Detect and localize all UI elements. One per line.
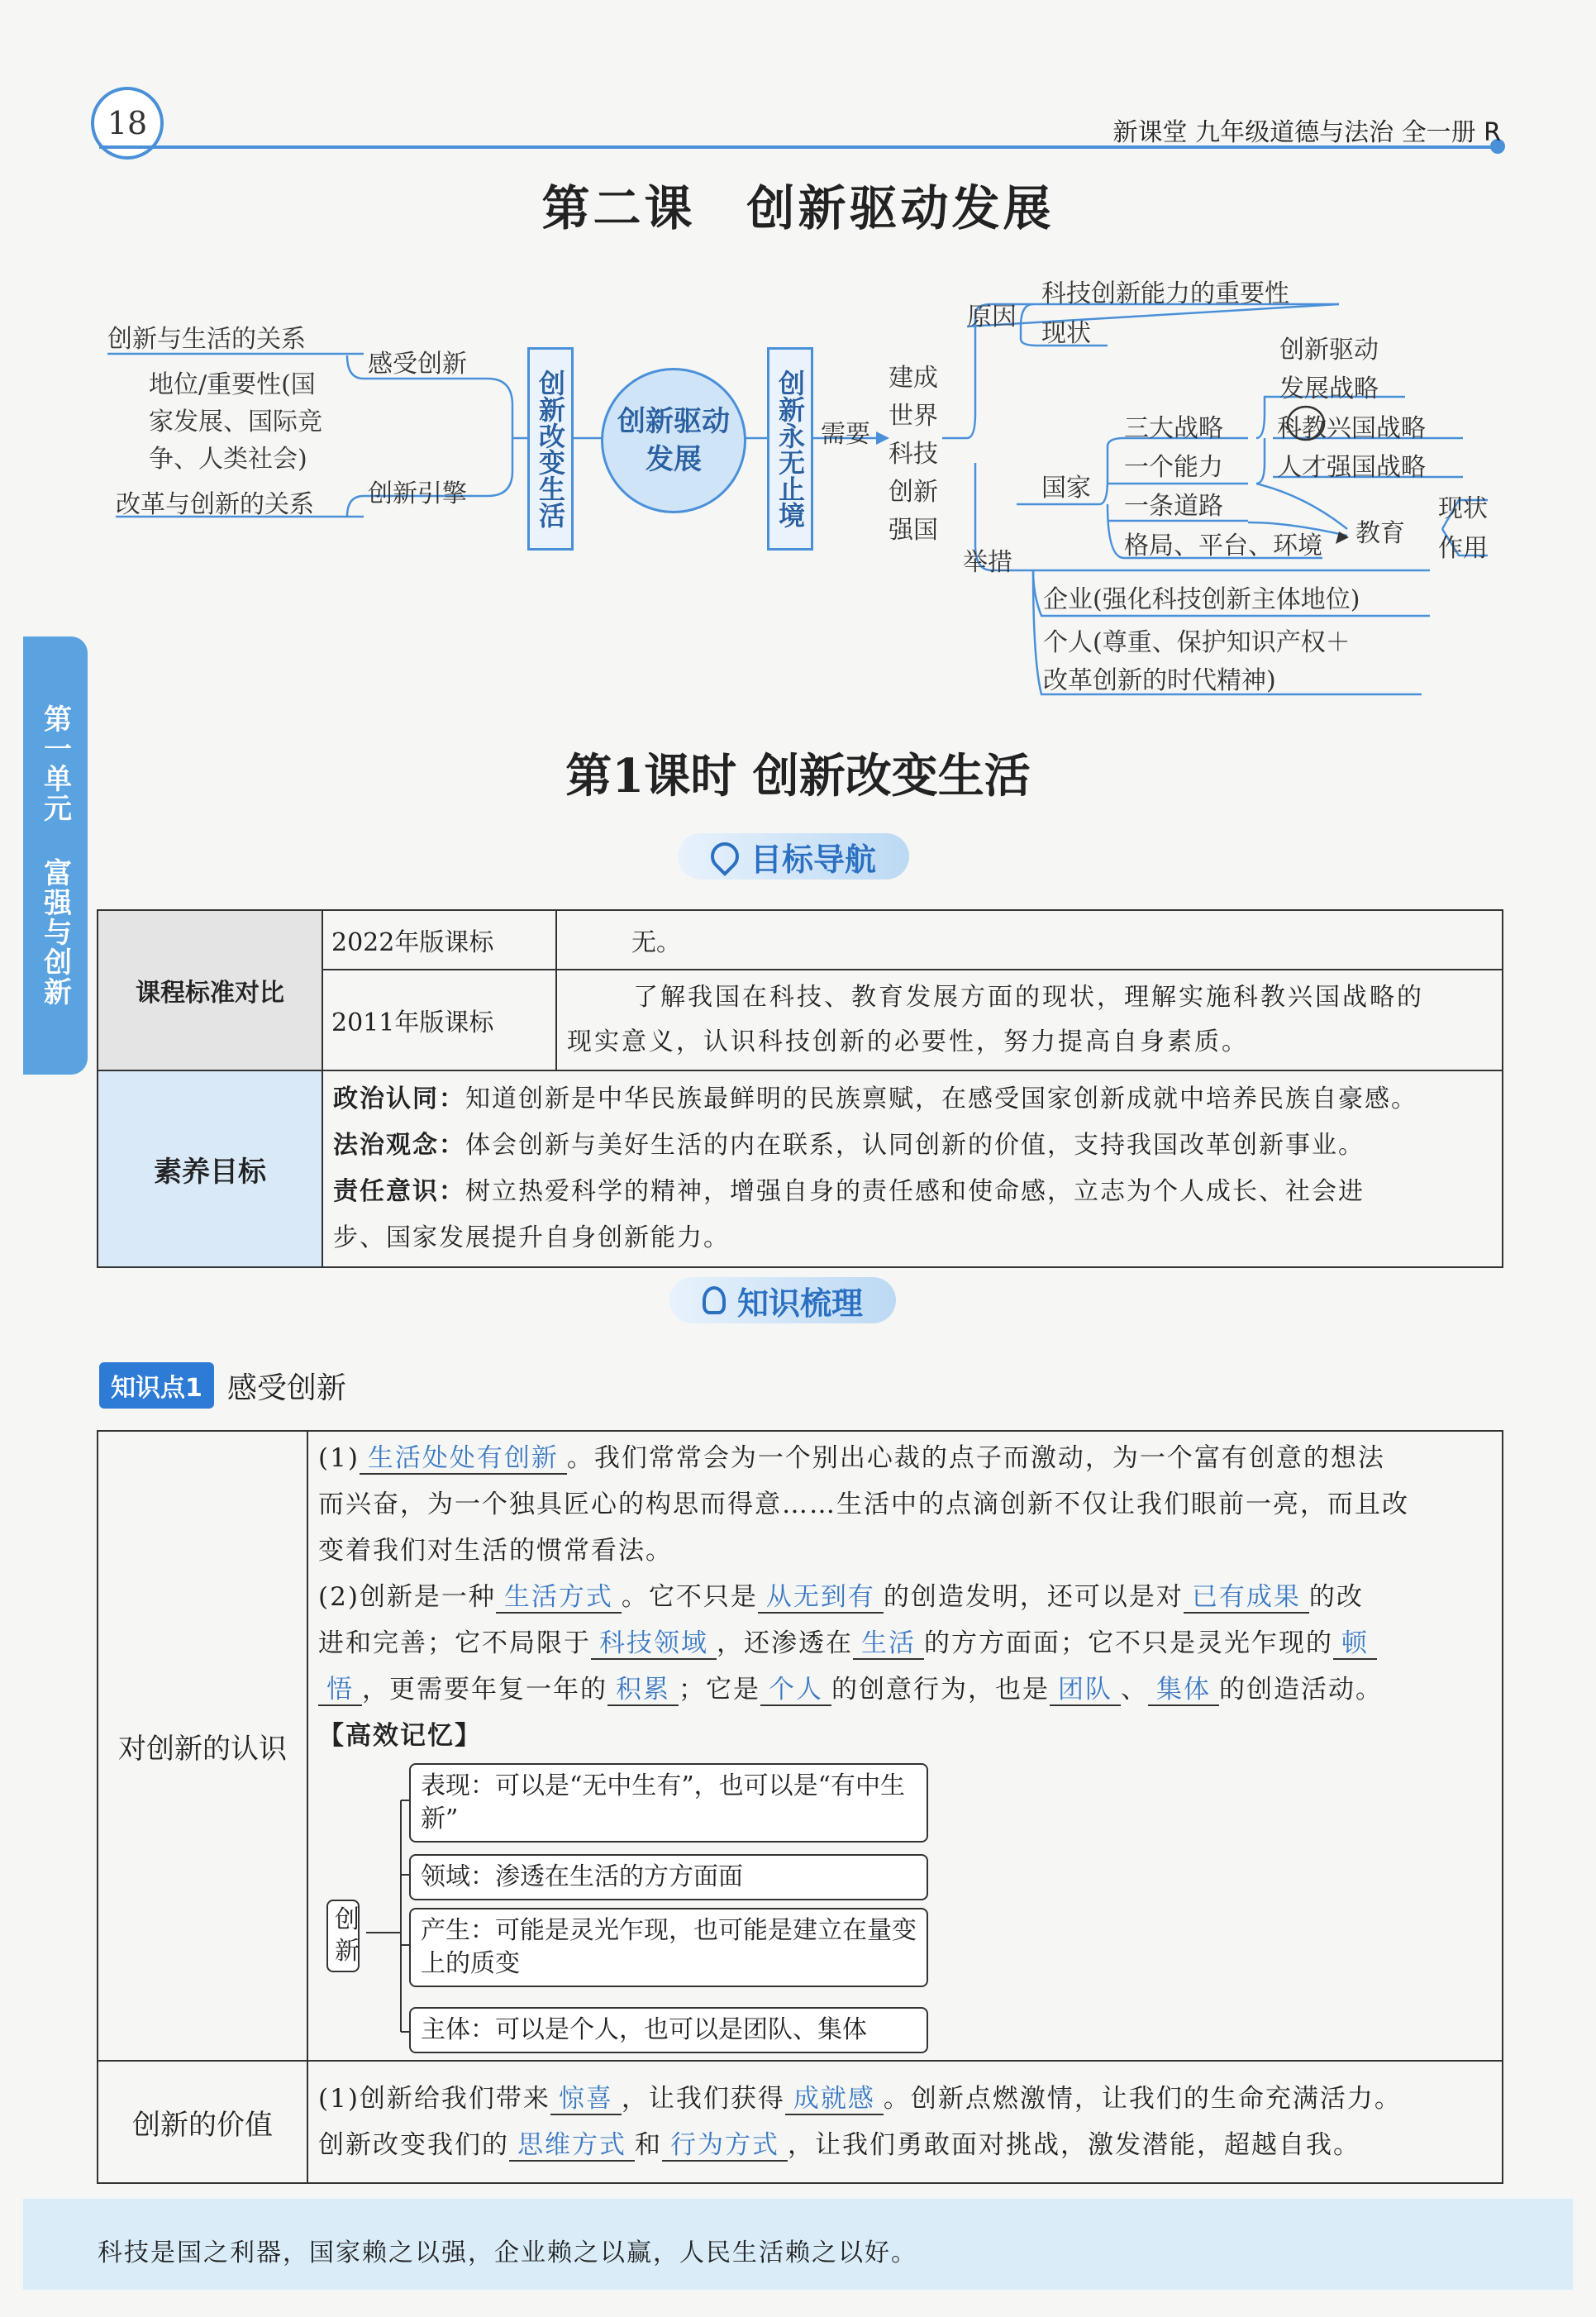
memo-box-3: 产生：可能是灵光乍现，也可能是建立在量变上的质变 xyxy=(409,1908,928,1987)
v-l2b: 和 xyxy=(635,2130,662,2160)
mm-center-text: 创新驱动发展 xyxy=(617,405,730,476)
u-l4d: 的改 xyxy=(1308,1582,1364,1612)
kp1-title: 感受创新 xyxy=(226,1371,346,1405)
u-l6d: 、 xyxy=(1121,1675,1148,1704)
mm-goal-2: 世界 xyxy=(889,402,938,431)
u-line-1 xyxy=(318,1435,1492,1481)
memo-root: 创新 xyxy=(326,1900,360,1972)
value-line-1 xyxy=(318,2076,1492,2122)
memo-box-2: 领域：渗透在生活的方方面面 xyxy=(409,1854,928,1900)
u-l6b: ；它是 xyxy=(679,1675,760,1704)
mm-reason: 原因 xyxy=(967,303,1017,331)
unit-side-tab: 第一单元 富强与创新 xyxy=(23,636,88,1075)
v2022-text: 无。 xyxy=(556,910,1503,970)
mm-country-2: 一个能力 xyxy=(1124,453,1223,482)
u-l1a: (1) xyxy=(318,1443,360,1473)
u-l4c: 的创造发明，还可以是对 xyxy=(883,1582,1184,1612)
mm-enterprise: 企业(强化科技创新主体地位) xyxy=(1043,585,1360,614)
mm-strategy-1: 创新驱动 xyxy=(1279,336,1379,365)
value-answer-1: 惊喜 xyxy=(550,2084,622,2115)
memo-box-4: 主体：可以是个人，也可以是团队、集体 xyxy=(409,2007,928,2053)
answer-2: 生活方式 xyxy=(496,1582,622,1614)
u-l6c: 的创意行为，也是 xyxy=(831,1675,1050,1704)
literacy-p1 xyxy=(333,1076,1492,1123)
mm-individual: 个人(尊重、保护知识产权＋ xyxy=(1043,628,1351,657)
u-l6a: ，更需要年复一年的 xyxy=(362,1675,607,1704)
kp1-heading xyxy=(99,1362,346,1409)
memo-box-1: 表现：可以是“无中生有”，也可以是“有中生新” xyxy=(409,1763,928,1843)
lightbulb-icon xyxy=(703,1286,726,1314)
goal-nav-badge xyxy=(678,833,909,880)
mm-box-change-life: 创新改变生活 xyxy=(527,347,574,551)
answer-9: 个人 xyxy=(760,1675,831,1706)
standards-table xyxy=(97,909,1503,1268)
literacy-p2-text: 体会创新与美好生活的内在联系，认同创新的价值，支持我国改革创新事业。 xyxy=(465,1131,1365,1160)
footer-quote: 科技是国之利器，国家赖之以强，企业赖之以赢，人民生活赖之以好。 xyxy=(98,2238,917,2267)
v-l1b: ，让我们获得 xyxy=(621,2084,785,2114)
u-l6e: 的创造活动。 xyxy=(1219,1675,1383,1704)
kp1-tag: 知识点1 xyxy=(99,1362,214,1409)
mm-goal-5: 强国 xyxy=(889,516,938,545)
answer-5: 科技领域 xyxy=(591,1628,717,1660)
literacy-p3-text: 树立热爱科学的精神，增强自身的责任感和使命感，立志为个人成长、社会进 xyxy=(465,1177,1365,1206)
answer-10: 团队 xyxy=(1050,1675,1121,1706)
mm-status-3: 争、人类社会) xyxy=(149,445,307,474)
v-l1c: 。创新点燃激情，让我们的生命充满活力。 xyxy=(883,2084,1402,2114)
mm-measures: 举措 xyxy=(963,548,1012,577)
u-line-2: 而兴奋，为一个独具匠心的构思而得意……生活中的点滴创新不仅让我们眼前一亮，而且改 xyxy=(318,1490,1409,1519)
mm-strategy-2: 发展战略 xyxy=(1279,374,1379,403)
mm-box-endless: 创新永无止境 xyxy=(767,347,813,551)
mm-strategy-4: 人才强国战略 xyxy=(1277,453,1426,482)
mm-strategy-3: 科教兴国战略 xyxy=(1277,414,1426,443)
location-pin-icon xyxy=(705,837,745,876)
mm-reason-1: 科技创新能力的重要性 xyxy=(1041,279,1289,308)
mm-reason-2: 现状 xyxy=(1041,319,1091,348)
memo-diagram xyxy=(318,1759,1492,2057)
mm-relation-life: 创新与生活的关系 xyxy=(107,325,306,354)
literacy-head: 素养目标 xyxy=(98,1070,322,1267)
mm-status-2: 家发展、国际竞 xyxy=(149,408,322,436)
u-l5a: 进和完善；它不局限于 xyxy=(318,1628,591,1658)
literacy-p1-text: 知道创新是中华民族最鲜明的民族禀赋，在感受国家创新成就中培养民族自豪感。 xyxy=(465,1085,1417,1113)
knowledge-badge-label: 知识梳理 xyxy=(737,1285,864,1322)
standards-head: 课程标准对比 xyxy=(98,910,322,1070)
u-l4b: 。它不只是 xyxy=(621,1582,758,1612)
literacy-p3-label: 责任意识： xyxy=(333,1177,465,1206)
knowledge-badge xyxy=(669,1277,896,1323)
answer-6: 生活 xyxy=(853,1628,924,1660)
answer-7b: 悟 xyxy=(318,1675,362,1706)
mm-country-1: 三大战略 xyxy=(1124,414,1223,443)
u-l5c: 的方方面面；它不只是灵光乍现的 xyxy=(924,1628,1333,1658)
u-line-4 xyxy=(318,1574,1492,1620)
understanding-cell xyxy=(307,1431,1503,2061)
answer-4: 已有成果 xyxy=(1184,1582,1309,1614)
mm-country: 国家 xyxy=(1041,474,1091,503)
v2011-text-2: 现实意义，认识科技创新的必要性，努力提高自身素质。 xyxy=(567,1027,1249,1056)
literacy-cell xyxy=(322,1070,1503,1267)
u-l1b: 。我们常常会为一个别出心裁的点子而激动，为一个富有创意的想法 xyxy=(566,1443,1385,1473)
u-l4a: (2)创新是一种 xyxy=(318,1582,496,1612)
value-answer-2: 成就感 xyxy=(785,2084,884,2115)
page-number: 18 xyxy=(91,87,164,160)
mm-goal-1: 建成 xyxy=(889,364,938,393)
v-l2c: ，让我们勇敢面对挑战，激发潜能，超越自我。 xyxy=(788,2130,1360,2160)
value-answer-3: 思维方式 xyxy=(509,2130,635,2162)
literacy-p2 xyxy=(333,1123,1492,1169)
mm-goal-3: 科技 xyxy=(889,440,938,469)
mm-edu-status: 现状 xyxy=(1438,494,1488,523)
value-answer-4: 行为方式 xyxy=(662,2130,788,2162)
u-line-3: 变着我们对生活的惯常看法。 xyxy=(318,1536,673,1566)
answer-3: 从无到有 xyxy=(758,1582,884,1614)
literacy-p3-cont: 步、国家发展提升自身创新能力。 xyxy=(333,1223,730,1252)
answer-8: 积累 xyxy=(607,1675,679,1706)
u-l5b: ，还渗透在 xyxy=(717,1628,853,1658)
literacy-p2-label: 法治观念： xyxy=(333,1131,465,1160)
mm-relation-reform: 改革与创新的关系 xyxy=(116,490,314,519)
u-line-5 xyxy=(318,1620,1492,1666)
mm-center-node xyxy=(601,368,746,513)
lesson-title: 第二课 创新驱动发展 xyxy=(541,180,1055,236)
value-head: 创新的价值 xyxy=(98,2061,307,2183)
goal-nav-label: 目标导航 xyxy=(750,841,877,878)
mm-education: 教育 xyxy=(1355,519,1405,548)
mm-individual-2: 改革创新的时代精神) xyxy=(1043,666,1276,695)
v-l1a: (1)创新给我们带来 xyxy=(318,2084,550,2114)
mm-country-4: 格局、平台、环境 xyxy=(1124,532,1322,560)
period-title: 第1课时 创新改变生活 xyxy=(565,749,1031,803)
v2011-text: 了解我国在科技、教育发展方面的现状，理解实施科教兴国战略的 xyxy=(633,983,1424,1012)
understanding-head: 对创新的认识 xyxy=(98,1431,307,2061)
value-line-2 xyxy=(318,2122,1492,2168)
v2022-label: 2022年版课标 xyxy=(322,910,556,970)
mm-goal-4: 创新 xyxy=(889,478,938,507)
mm-edu-role: 作用 xyxy=(1438,534,1488,563)
v-l2a: 创新改变我们的 xyxy=(318,2130,509,2160)
v2011-label: 2011年版课标 xyxy=(322,970,556,1070)
answer-7: 顿 xyxy=(1333,1628,1377,1660)
knowledge-table xyxy=(97,1430,1503,2184)
mm-status: 地位/重要性(国 xyxy=(149,370,316,399)
mm-innovation-engine: 创新引擎 xyxy=(368,479,467,508)
mm-country-3: 一条道路 xyxy=(1124,492,1223,521)
mm-feel-innovation: 感受创新 xyxy=(368,350,467,379)
book-title: 新课堂 九年级道德与法治 全一册 R xyxy=(1112,118,1501,147)
literacy-p1-label: 政治认同： xyxy=(333,1085,465,1113)
literacy-p3 xyxy=(333,1169,1492,1215)
mm-need: 需要 xyxy=(821,420,870,449)
answer-11: 集体 xyxy=(1148,1675,1219,1706)
memo-label: 【高效记忆】 xyxy=(318,1721,482,1751)
u-line-6 xyxy=(318,1666,1492,1713)
v2011-cell xyxy=(556,970,1503,1070)
answer-1: 生活处处有创新 xyxy=(360,1443,567,1475)
value-cell xyxy=(307,2061,1503,2183)
